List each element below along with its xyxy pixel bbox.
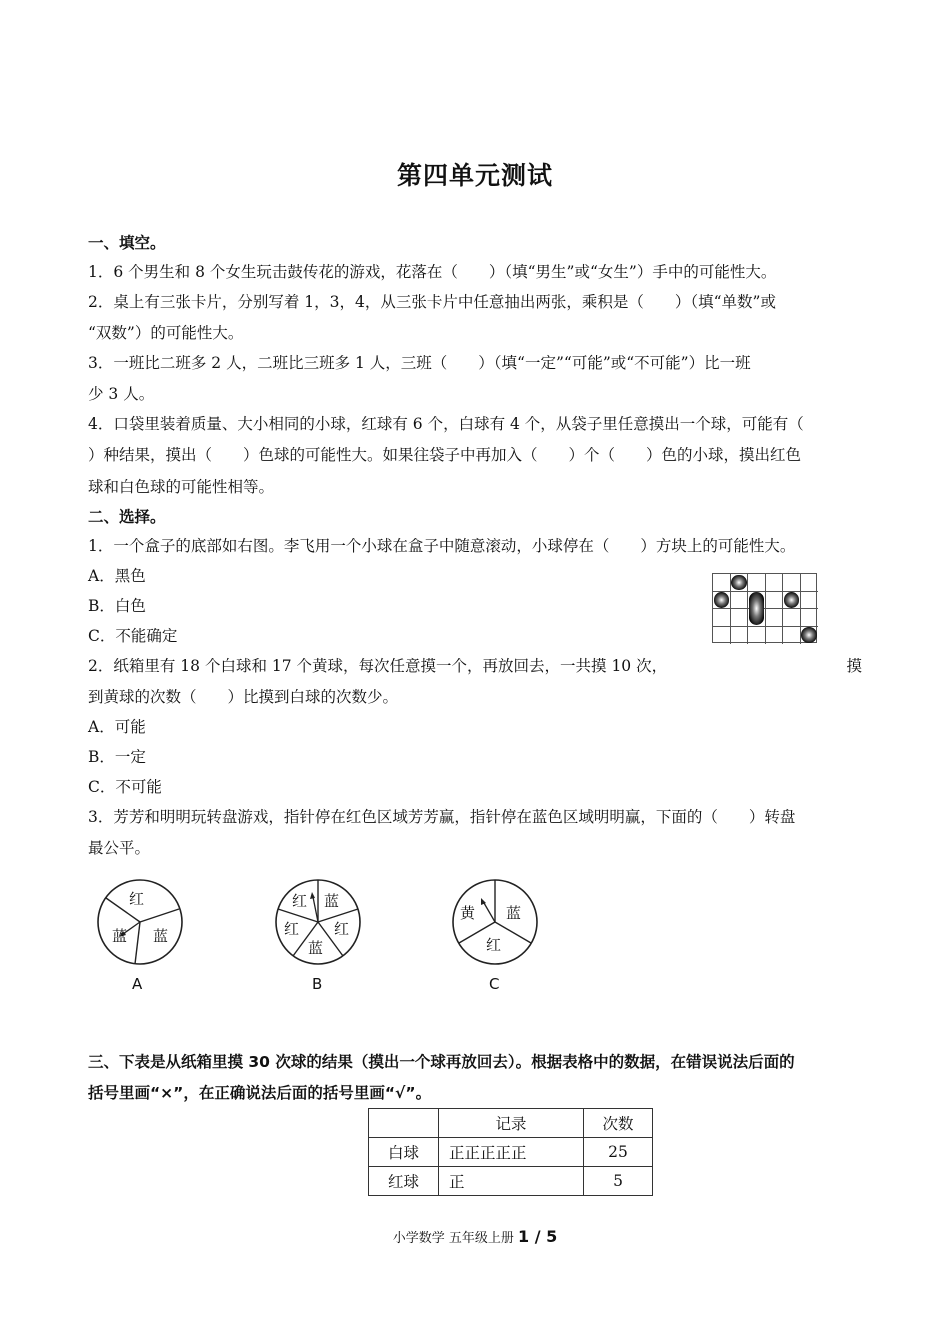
choice-q2-stem-line1 [88,656,862,676]
table-cell: 正正正正正 [439,1138,584,1167]
table-row [369,1138,653,1167]
table-cell: 5 [584,1167,653,1196]
grid-cell [748,627,766,645]
table-cell: 白球 [369,1138,439,1167]
grid-cell [766,609,784,627]
spinner-a-region-1: 红 [129,890,145,908]
spinner-b-region-1: 红 [292,892,308,910]
choice-q2-stem-left: 2．纸箱里有 18 个白球和 17 个黄球，每次任意摸一个，再放回去，一共摸 10 次， [88,657,668,675]
grid-cell [731,592,749,610]
box-bottom-grid-figure [712,573,817,643]
fill-q2-line2: “双数”）的可能性大。 [88,324,244,342]
grid-cell [766,627,784,645]
black-cell [801,627,817,643]
section3-heading-line2: 括号里画“×”，在正确说法后面的括号里画“√”。 [88,1084,432,1102]
choice-q2-option-b: B．一定 [88,748,146,766]
grid-cell [783,627,801,645]
grid-cell [731,609,749,627]
spinner-c-region-2: 蓝 [506,904,522,922]
grid-cell [748,574,766,592]
page-footer [0,1227,950,1246]
spinner-b-region-5: 红 [284,920,300,938]
grid-cell [783,574,801,592]
black-cell [749,592,765,625]
spinner-b-region-3: 红 [334,920,350,938]
fill-q3-line2: 少 3 人。 [88,385,155,403]
fill-q2-line1: 2．桌上有三张卡片，分别写着 1，3，4，从三张卡片中任意抽出两张，乘积是（ ）（填“单数”或 [88,293,776,311]
table-header-row [369,1109,653,1138]
choice-q1-option-a: A．黑色 [88,567,146,585]
fill-q1-line: 1．6 个男生和 8 个女生玩击鼓传花的游戏，花落在（ ）（填“男生”或“女生”）手中的可能性大。 [88,263,777,281]
table-header-cell [369,1109,439,1138]
spinner-c-region-3: 红 [486,936,502,954]
black-cell [714,592,730,608]
grid-cell [801,592,819,610]
section2-heading: 二、选择。 [88,508,166,526]
fill-q4-line3: 球和白色球的可能性相等。 [88,478,275,496]
spinner-c-label: C [489,975,500,993]
spinner-a-label: A [132,975,143,993]
spinner-c [450,877,540,997]
table-cell: 25 [584,1138,653,1167]
page-title: 第四单元测试 [396,161,553,190]
section1-heading: 一、填空。 [88,234,166,252]
choice-q3-stem-line1: 3．芳芳和明明玩转盘游戏，指针停在红色区域芳芳赢，指针停在蓝色区域明明赢，下面的（ ）转盘 [88,808,796,826]
table-row [369,1167,653,1196]
choice-q2-option-c: C．不可能 [88,778,162,796]
grid-cell [766,592,784,610]
spinner-b-label: B [312,975,323,993]
choice-q1-option-c: C．不能确定 [88,627,178,645]
black-cell [784,592,800,608]
fill-q4-line2: ）种结果，摸出（ ）色球的可能性大。如果往袋子中再加入（ ）个（ ）色的小球，摸出红色 [88,446,802,464]
choice-q2-stem-right: 摸 [846,657,862,675]
table-cell: 红球 [369,1167,439,1196]
footer-text: 小学数学 五年级上册 [392,1231,514,1246]
ball-record-table [368,1108,653,1196]
grid-cell [783,609,801,627]
table-cell: 正 [439,1167,584,1196]
spinner-b-region-4: 蓝 [308,939,324,957]
grid-cell [713,574,731,592]
choice-q1-stem: 1．一个盒子的底部如右图。李飞用一个小球在盒子中随意滚动，小球停在（ ）方块上的可能性大。 [88,537,796,555]
choice-q1-option-b: B．白色 [88,597,146,615]
spinner-a-region-2: 蓝 [112,927,128,945]
choice-q2-option-a: A．可能 [88,718,146,736]
fill-q3-line1: 3．一班比二班多 2 人，二班比三班多 1 人，三班（ ）（填“一定”“可能”或“不可能”）比一班 [88,354,751,372]
grid-cell [713,609,731,627]
grid-cell [713,627,731,645]
choice-q3-stem-line2: 最公平。 [88,839,151,857]
choice-q2-stem-line2: 到黄球的次数（ ）比摸到白球的次数少。 [88,688,399,706]
spinner-b [273,877,363,997]
page-number: 1 / 5 [518,1227,558,1246]
spinner-b-region-2: 蓝 [324,892,340,910]
grid-cell [766,574,784,592]
section3-heading-line1: 三、下表是从纸箱里摸 30 次球的结果（摸出一个球再放回去）。根据表格中的数据，在错误说法后面的 [88,1053,795,1071]
fill-q4-line1: 4．口袋里装着质量、大小相同的小球，红球有 6 个，白球有 4 个，从袋子里任意摸出一个球，可能有（ [88,415,804,433]
table-header-cell: 次数 [584,1109,653,1138]
black-cell [731,575,747,591]
spinner-a-region-3: 蓝 [153,927,169,945]
grid-cell [801,609,819,627]
table-header-cell: 记录 [439,1109,584,1138]
spinner-c-region-1: 黄 [460,904,476,922]
grid-cell [731,627,749,645]
grid-cell [801,574,819,592]
spinner-a [95,877,185,997]
